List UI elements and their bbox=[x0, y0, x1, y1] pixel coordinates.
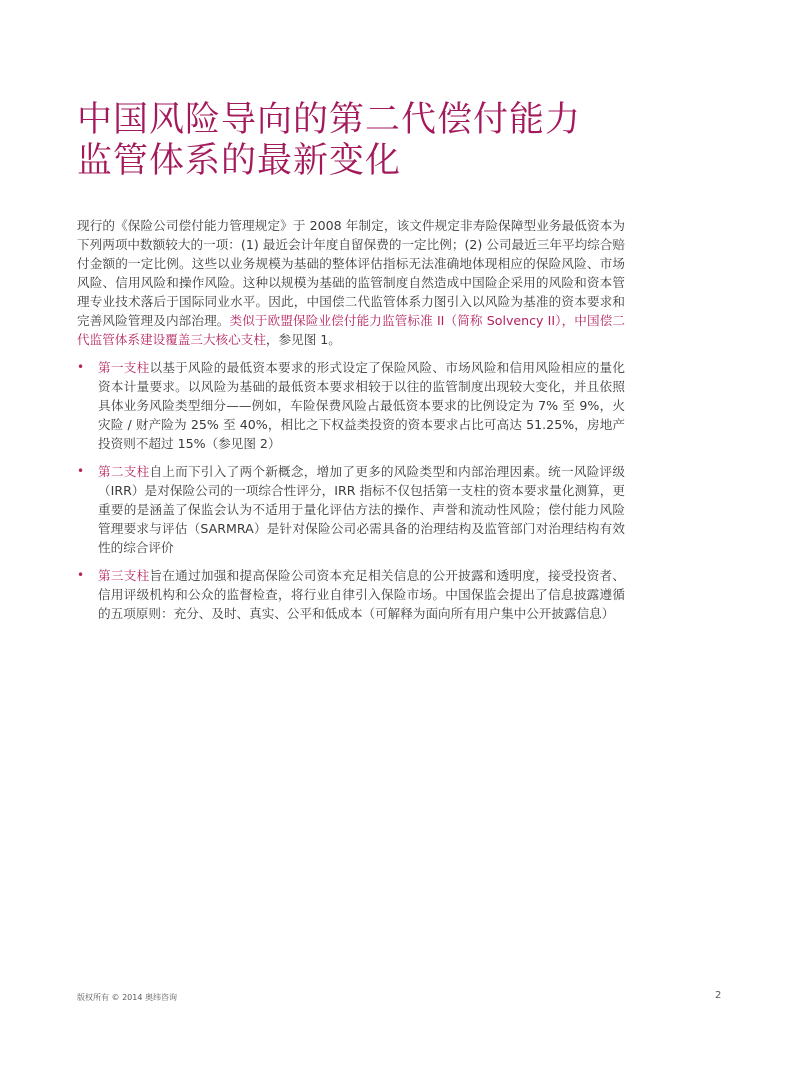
list-item-pillar-2 bbox=[77, 462, 625, 557]
pillar-text: 旨在通过加强和提高保险公司资本充足相关信息的公开披露和透明度，接受投资者、信用评级机构和公众的监督检查，将行业自律引入保险市场。中国保监会提出了信息披露遵循的五项原则：充分、及时、真实、公平和低成本（可解释为面向所有用户集中公开披露信息） bbox=[98, 568, 626, 621]
intro-highlight: 类似于欧盟保险业偿付能力监管标准 II（简称 Solvency II），中国偿二代监管体系建设覆盖三大核心支柱 bbox=[77, 313, 626, 347]
pillar-label: 第二支柱 bbox=[98, 464, 150, 479]
bullet-icon: • bbox=[77, 360, 85, 374]
page-title-line-1: 中国风险导向的第二代偿付能力 bbox=[77, 100, 582, 140]
intro-tail: ，参见图 1。 bbox=[265, 332, 341, 347]
bullet-icon: • bbox=[77, 568, 85, 582]
intro-paragraph bbox=[77, 216, 625, 349]
list-item-pillar-1 bbox=[77, 358, 625, 453]
pillar-label: 第一支柱 bbox=[98, 360, 150, 375]
bullet-icon: • bbox=[77, 464, 85, 478]
page-title bbox=[77, 100, 637, 182]
intro-text: 现行的《保险公司偿付能力管理规定》于 2008 年制定，该文件规定非寿险保障型业务最低资本为下列两项中数额较大的一项：(1) 最近会计年度自留保费的一定比例；(2) 公司最近三年平均综合赔付金额的一定比例。这些以业务规模为基础的整体评估指标无法准确地体现相应的保险风险、市场风险、信用风险和操作风险。这种以规模为基础的监管制度自然造成中国险企采用的风险和资本管理专业技术落后于国际同业水平。因此，中国偿二代监管体系力图引入以风险为基准的资本要求和完善风险管理及内部治理。 bbox=[77, 218, 625, 328]
pillar-list bbox=[77, 358, 625, 632]
list-item-pillar-3 bbox=[77, 566, 625, 623]
pillar-label: 第三支柱 bbox=[98, 568, 150, 583]
page-number: 2 bbox=[715, 990, 722, 1001]
page-title-line-2: 监管体系的最新变化 bbox=[77, 141, 402, 181]
pillar-text: 以基于风险的最低资本要求的形式设定了保险风险、市场风险和信用风险相应的量化资本计量要求。以风险为基础的最低资本要求相较于以往的监管制度出现较大变化，并且依照具体业务风险类型细分——例如，车险保费风险占最低资本要求的比例设定为 7% 至 9%，火灾险 / 财产险为 25% 至 40%，相比之下权益类投资的资本要求占比可高达 51.25%，房地产投资则不超过 15%（参见图 2） bbox=[98, 360, 626, 451]
pillar-text: 自上而下引入了两个新概念，增加了更多的风险类型和内部治理因素。统一风险评级（IRR）是对保险公司的一项综合性评分，IRR 指标不仅包括第一支柱的资本要求量化测算，更重要的是涵盖了保监会认为不适用于量化评估方法的操作、声誉和流动性风险；偿付能力风险管理要求与评估（SARMRA）是针对保险公司必需具备的治理结构及监管部门对治理结构有效性的综合评价 bbox=[98, 464, 626, 555]
footer-copyright: 版权所有 © 2014 奥纬咨询 bbox=[77, 993, 177, 1002]
